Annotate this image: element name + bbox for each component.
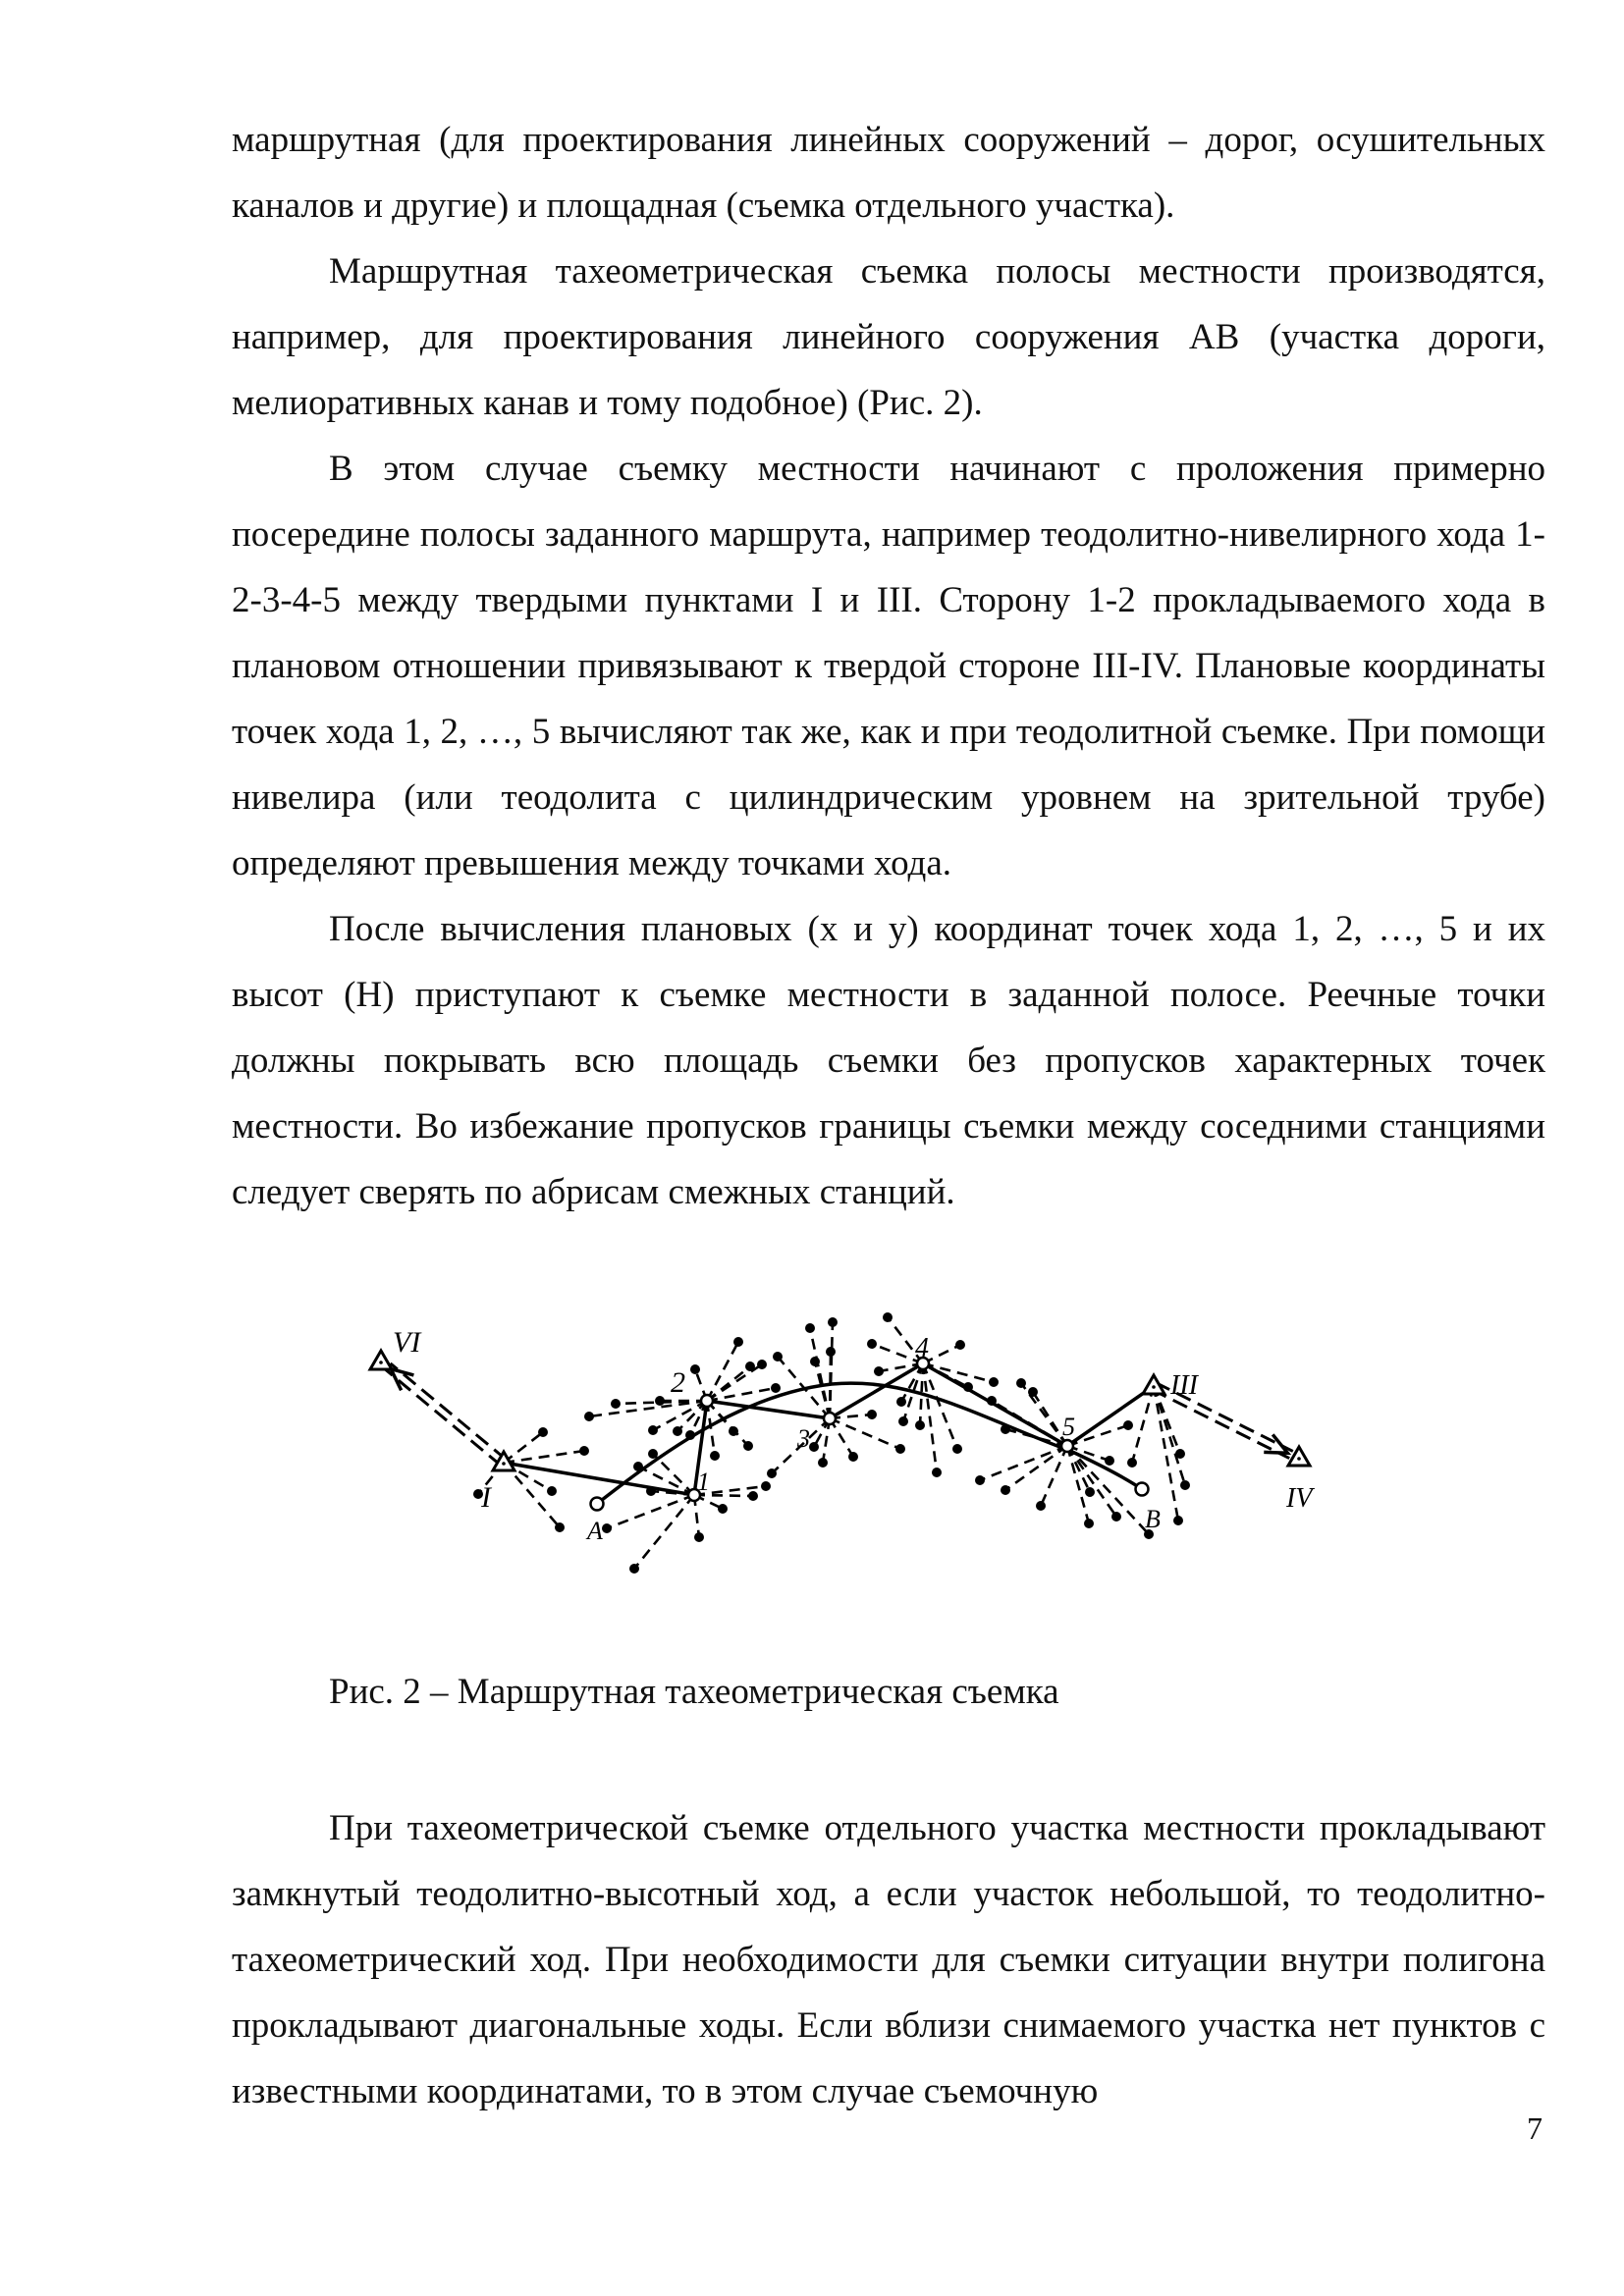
staff-point bbox=[1105, 1456, 1114, 1466]
staff-point bbox=[1001, 1485, 1010, 1495]
staff-point bbox=[690, 1364, 700, 1374]
route-point-a bbox=[591, 1498, 604, 1511]
staff-point bbox=[761, 1481, 771, 1491]
control-point-iii-centre bbox=[1152, 1385, 1156, 1389]
label-station-4: 4 bbox=[915, 1333, 929, 1363]
staff-point bbox=[975, 1475, 985, 1485]
staff-point bbox=[895, 1444, 905, 1454]
paragraph: маршрутная (для проектирования линейных сооружений – дорог, осушительных каналов и другие) и площадная (съемка отдельного участка). bbox=[232, 120, 1545, 226]
paragraph: При тахеометрической съемке отдельного участка местности прокладывают замкнутый теодолитно-высотный ход, а если участок небольшой, то теодолитно-тахеометрический ход. При необходимости для съемки ситуации внутри полигона прокладывают диагональные ходы. Если вблизи снимаемого участка нет пунктов с известными координатами, то в этом случае съемочную bbox=[232, 1808, 1545, 2111]
stadia-ray bbox=[1154, 1386, 1185, 1485]
traverse-station bbox=[1061, 1440, 1073, 1452]
staff-point bbox=[987, 1396, 997, 1406]
staff-point bbox=[555, 1522, 565, 1532]
body-text-bottom bbox=[232, 1795, 1545, 2124]
staff-point bbox=[1028, 1387, 1038, 1397]
staff-point bbox=[611, 1399, 621, 1409]
label-station-2: 2 bbox=[671, 1366, 685, 1399]
paragraph: После вычисления плановых (х и у) координат точек хода 1, 2, …, 5 и их высот (Н) приступают к съемке местности в заданной полосе. Реечные точки должны покрывать всю площадь съемки без пропусков характерных точек местности. Во избежание пропусков границы съемки между соседними станциями следует сверять по абрисам смежных станций. bbox=[232, 909, 1545, 1212]
control-point-vi-centre bbox=[379, 1361, 383, 1364]
paragraph: В этом случае съемку местности начинают с проложения примерно посередине полосы заданного маршрута, например теодолитно-нивелирного хода 1-2-3-4-5 между твердыми пунктами I и III. Сторону 1-2 прокладываемого хода в плановом отношении привязывают к твердой стороне III-IV. Плановые координаты точек хода 1, 2, …, 5 вычисляют так же, как и при теодолитной съемке. При помощи нивелира (или теодолита с цилиндрическим уровнем на зрительной трубе) определяют превышения между точками хода. bbox=[232, 449, 1545, 883]
staff-point bbox=[579, 1446, 589, 1456]
orientation-line-i-vi bbox=[385, 1369, 501, 1466]
staff-point bbox=[867, 1339, 877, 1349]
staff-point bbox=[1084, 1519, 1094, 1528]
staff-point bbox=[805, 1323, 815, 1333]
staff-point bbox=[896, 1397, 906, 1407]
staff-point bbox=[818, 1458, 828, 1468]
staff-point bbox=[629, 1564, 639, 1574]
label-point-i: I bbox=[481, 1481, 491, 1514]
label-point-a: A bbox=[587, 1517, 603, 1545]
stadia-ray bbox=[923, 1363, 994, 1382]
staff-point bbox=[773, 1352, 783, 1362]
staff-point bbox=[810, 1357, 820, 1366]
staff-point bbox=[952, 1444, 962, 1454]
staff-point bbox=[694, 1532, 704, 1542]
staff-point bbox=[1001, 1424, 1010, 1434]
staff-point bbox=[771, 1383, 781, 1393]
staff-point bbox=[718, 1504, 728, 1514]
stadia-ray bbox=[1154, 1386, 1178, 1521]
staff-point bbox=[757, 1360, 767, 1369]
stadia-ray bbox=[1067, 1425, 1128, 1446]
staff-point bbox=[648, 1449, 658, 1459]
traverse-station bbox=[824, 1413, 836, 1424]
staff-point bbox=[1127, 1458, 1137, 1468]
control-point-vi bbox=[370, 1351, 392, 1369]
label-point-b: B bbox=[1145, 1505, 1161, 1533]
stadia-ray bbox=[634, 1495, 694, 1569]
staff-point bbox=[809, 1442, 819, 1452]
orientation-line-i-vi bbox=[391, 1363, 507, 1460]
staff-point bbox=[883, 1312, 893, 1322]
stadia-ray bbox=[815, 1362, 830, 1418]
label-station-1: 1 bbox=[697, 1468, 710, 1496]
label-station-5: 5 bbox=[1062, 1413, 1075, 1441]
staff-point bbox=[1111, 1512, 1121, 1522]
staff-point bbox=[1173, 1516, 1183, 1525]
page-number: 7 bbox=[1527, 2110, 1543, 2146]
figure-caption: Рис. 2 – Маршрутная тахеометрическая съемка bbox=[329, 1672, 1059, 1712]
staff-point bbox=[646, 1486, 656, 1496]
staff-point bbox=[633, 1462, 643, 1471]
staff-point bbox=[673, 1426, 682, 1436]
label-point-iv: IV bbox=[1286, 1483, 1313, 1514]
route-point-b bbox=[1136, 1483, 1149, 1496]
stadia-ray bbox=[504, 1451, 584, 1463]
stadia-ray bbox=[830, 1322, 833, 1418]
staff-point bbox=[729, 1426, 738, 1436]
staff-point bbox=[1175, 1449, 1185, 1459]
points-layer bbox=[370, 1312, 1310, 1574]
staff-point bbox=[1180, 1480, 1190, 1490]
staff-point bbox=[547, 1486, 557, 1496]
label-station-3: 3 bbox=[797, 1424, 810, 1453]
staff-point bbox=[1123, 1420, 1133, 1430]
staff-point bbox=[848, 1452, 858, 1462]
staff-point bbox=[1036, 1501, 1046, 1511]
staff-point bbox=[1085, 1487, 1095, 1497]
staff-point bbox=[685, 1430, 695, 1440]
staff-point bbox=[748, 1491, 758, 1501]
stadia-ray bbox=[707, 1342, 738, 1401]
staff-point bbox=[915, 1420, 925, 1430]
staff-point bbox=[538, 1427, 548, 1437]
route-survey-figure bbox=[0, 1276, 1624, 1610]
staff-point bbox=[767, 1468, 777, 1478]
label-point-iii: III bbox=[1170, 1370, 1198, 1401]
staff-point bbox=[745, 1362, 755, 1371]
staff-point bbox=[874, 1366, 884, 1376]
paragraph: Маршрутная тахеометрическая съемка полосы местности производятся, например, для проектирования линейного сооружения АВ (участка дороги, мелиоративных канав и тому подобное) (Рис. 2). bbox=[232, 251, 1545, 423]
staff-point bbox=[932, 1468, 942, 1477]
staff-point bbox=[584, 1412, 594, 1421]
staff-point bbox=[743, 1441, 753, 1451]
staff-point bbox=[989, 1377, 999, 1387]
staff-point bbox=[955, 1340, 965, 1350]
control-point-iv-centre bbox=[1297, 1457, 1301, 1461]
body-text-top bbox=[232, 107, 1545, 1225]
staff-point bbox=[733, 1337, 743, 1347]
staff-point bbox=[648, 1425, 658, 1435]
stadia-ray bbox=[980, 1446, 1067, 1480]
staff-point bbox=[655, 1396, 665, 1406]
staff-point bbox=[963, 1382, 973, 1392]
staff-point bbox=[710, 1451, 720, 1461]
label-point-vi: VI bbox=[393, 1326, 421, 1359]
staff-point bbox=[898, 1416, 908, 1426]
stadia-ray bbox=[504, 1432, 543, 1463]
staff-point bbox=[1016, 1378, 1026, 1388]
stadia-ray bbox=[810, 1328, 830, 1418]
staff-point bbox=[867, 1410, 877, 1419]
staff-point bbox=[828, 1317, 838, 1327]
traverse-station bbox=[701, 1395, 713, 1407]
staff-point bbox=[602, 1523, 612, 1533]
staff-point bbox=[826, 1347, 836, 1357]
control-point-i-centre bbox=[502, 1462, 506, 1466]
